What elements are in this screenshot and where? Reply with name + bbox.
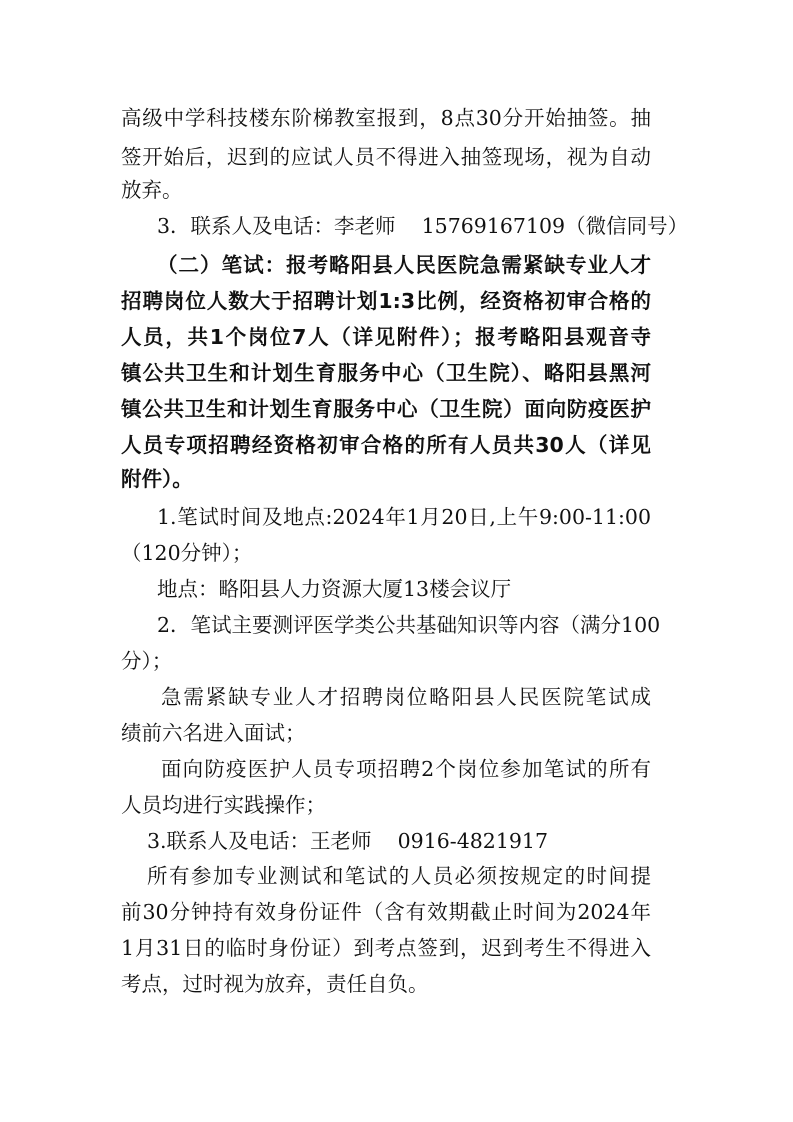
text-line: 所有参加专业测试和笔试的人员必须按规定的时间提 bbox=[147, 864, 651, 888]
text-line: 考点，过时视为放弃，责任自负。 bbox=[121, 972, 429, 996]
text-line: 2．笔试主要测评医学类公共基础知识等内容（满分100 bbox=[157, 613, 661, 637]
text-line: 前30分钟持有效身份证件（含有效期截止时间为2024年 bbox=[121, 900, 651, 924]
contact-line: 3．联系人及电话：李老师 15769167109（微信同号） bbox=[157, 214, 689, 238]
text-line: 急需紧缺专业人才招聘岗位略阳县人民医院笔试成 bbox=[161, 685, 651, 709]
text-line: 绩前六名进入面试； bbox=[121, 721, 306, 745]
text-line: 高级中学科技楼东阶梯教室报到，8点30分开始抽签。抽 bbox=[121, 106, 651, 130]
text-line: 人员，共1个岗位7人（详见附件）；报考略阳县观音寺 bbox=[121, 325, 651, 349]
text-line: 招聘岗位人数大于招聘计划1:3比例，经资格初审合格的 bbox=[121, 289, 651, 313]
text-line: 附件）。 bbox=[121, 467, 193, 491]
exam-time-line: 1.笔试时间及地点:2024年1月20日,上午9:00-11:00 bbox=[157, 505, 651, 529]
text-line: 面向防疫医护人员专项招聘2个岗位参加笔试的所有 bbox=[161, 757, 651, 781]
text-line: 人员专项招聘经资格初审合格的所有人员共30人（详见 bbox=[121, 433, 651, 457]
text-line: 放弃。 bbox=[121, 178, 183, 202]
text-line: 镇公共卫生和计划生育服务中心（卫生院）、略阳县黑河 bbox=[121, 361, 651, 385]
text-line: 分）； bbox=[121, 649, 173, 673]
text-line: 人员均进行实践操作； bbox=[121, 793, 326, 817]
contact-line: 3.联系人及电话：王老师 0916-4821917 bbox=[147, 829, 549, 853]
text-line: 1月31日的临时身份证）到考点签到，迟到考生不得进入 bbox=[121, 936, 651, 960]
text-line: （120分钟）； bbox=[121, 541, 253, 565]
text-line: 镇公共卫生和计划生育服务中心（卫生院）面向防疫医护 bbox=[121, 397, 651, 421]
section-heading-written-exam: （二）笔试：报考略阳县人民医院急需紧缺专业人才 bbox=[157, 253, 651, 277]
text-line: 签开始后，迟到的应试人员不得进入抽签现场，视为自动 bbox=[121, 145, 651, 169]
exam-location-line: 地点：略阳县人力资源大厦13楼会议厅 bbox=[157, 577, 512, 601]
